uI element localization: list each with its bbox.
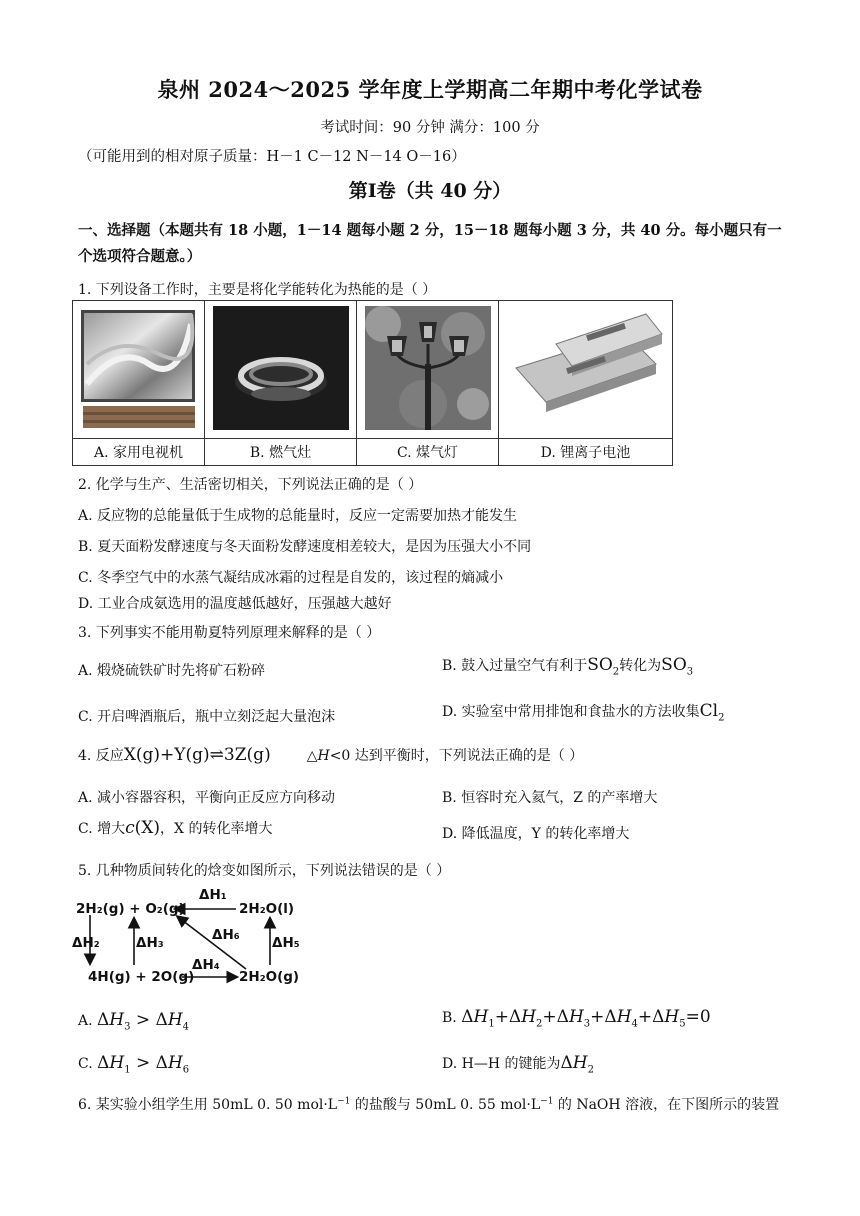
diagram-label-dh1: ΔH₁ bbox=[199, 887, 227, 903]
q4-equation: X(g)+Y(g)⇌3Z(g) bbox=[123, 745, 271, 765]
q4-enthalpy: △H<0 bbox=[306, 748, 355, 764]
q5-option-a bbox=[78, 1010, 189, 1032]
q3-option-b-text1: B. 鼓入过量空气有利于 bbox=[442, 658, 588, 674]
lamp-image-cell bbox=[357, 301, 499, 439]
q5-option-a-label: A. bbox=[78, 1013, 93, 1029]
q4-option-d: D. 降低温度，Y 的转化率增大 bbox=[442, 826, 630, 842]
q6-stem-c: 的 NaOH 溶液，在下图所示的装置 bbox=[557, 1097, 780, 1113]
q6-stem-b: 的盐酸与 50mL 0. 55 bbox=[354, 1097, 496, 1113]
exam-title: 泉州 2024～2025 学年度上学期高二年期中考化学试卷 bbox=[157, 77, 703, 102]
stove-image-cell bbox=[205, 301, 357, 439]
q1-options-table bbox=[72, 300, 673, 466]
q2-option-c: C. 冬季空气中的水蒸气凝结成冰霜的过程是自发的，该过程的熵减小 bbox=[78, 570, 504, 586]
enthalpy-cycle-diagram bbox=[74, 885, 302, 997]
battery-image bbox=[506, 304, 666, 432]
q5-option-c-label: C. bbox=[78, 1056, 93, 1072]
q3-option-d-text: D. 实验室中常用排饱和食盐水的方法收集 bbox=[442, 704, 700, 720]
diagram-node-reactants: 2H₂(g) + O₂(g) bbox=[76, 901, 185, 917]
stove-image bbox=[211, 304, 351, 432]
q1-option-c: C. 煤气灯 bbox=[357, 439, 499, 466]
q4-stem bbox=[78, 745, 583, 765]
q5-option-c-formula: $\Delta H_1 > \Delta H_6$ bbox=[97, 1053, 190, 1076]
q4-option-c-post: ，X 的转化率增大 bbox=[160, 821, 273, 837]
exam-info: 考试时间：90 分钟 满分：100 分 bbox=[320, 120, 540, 136]
section-title: 第Ⅰ卷（共 40 分） bbox=[348, 180, 512, 202]
diagram-label-dh4: ΔH₄ bbox=[192, 957, 220, 973]
diagram-node-water-gas: 2H₂O(g) bbox=[239, 969, 300, 985]
q3-option-c: C. 开启啤酒瓶后，瓶中立刻泛起大量泡沫 bbox=[78, 709, 336, 725]
q5-option-d bbox=[442, 1053, 594, 1075]
q1-option-b: B. 燃气灶 bbox=[205, 439, 357, 466]
q4-option-c-pre: C. 增大 bbox=[78, 821, 126, 837]
cx-expression: c(X) bbox=[125, 818, 161, 838]
diagram-label-dh5: ΔH₅ bbox=[272, 935, 300, 951]
diagram-node-atoms: 4H(g) + 2O(g) bbox=[88, 969, 195, 985]
q2-stem: 2. 化学与生产、生活密切相关，下列说法正确的是（ ） bbox=[78, 477, 423, 493]
lamp-image bbox=[363, 304, 493, 432]
q6-unit-2: $mol\cdot L^{-1}$ bbox=[500, 1096, 554, 1113]
q4-option-c bbox=[78, 818, 272, 838]
diagram-node-water-liquid: 2H₂O(l) bbox=[239, 901, 295, 917]
q3-option-a: A. 煅烧硫铁矿时先将矿石粉碎 bbox=[78, 663, 266, 679]
q6-stem bbox=[78, 1094, 779, 1114]
so2-formula: $SO_2$ bbox=[587, 655, 620, 678]
q5-option-a-formula: $\Delta H_3 > \Delta H_4$ bbox=[97, 1010, 190, 1033]
q5-option-d-text: D. H—H 的键能为 bbox=[442, 1056, 561, 1072]
q2-option-a: A. 反应物的总能量低于生成物的总能量时，反应一定需要加热才能发生 bbox=[78, 508, 518, 524]
q1-option-a: A. 家用电视机 bbox=[73, 439, 205, 466]
atomic-masses: （可能用到的相对原子质量：H－1 C－12 N－14 O－16） bbox=[78, 149, 466, 165]
q6-unit-1: $mol\cdot L^{-1}$ bbox=[297, 1096, 351, 1113]
tv-image-cell bbox=[73, 301, 205, 439]
q4-option-b: B. 恒容时充入氦气，Z 的产率增大 bbox=[442, 790, 658, 806]
diagram-label-dh3: ΔH₃ bbox=[136, 935, 164, 951]
q3-option-b bbox=[442, 655, 693, 677]
q4-stem-post: 达到平衡时，下列说法正确的是（ ） bbox=[354, 748, 584, 764]
q5-option-c bbox=[78, 1053, 189, 1075]
q5-option-b-formula: $\Delta H_1+\Delta H_2+\Delta H_3+\Delta H_4+\Delta H_5=0$ bbox=[461, 1007, 711, 1030]
q3-option-b-text2: 转化为 bbox=[619, 658, 662, 674]
diagram-label-dh2: ΔH₂ bbox=[72, 935, 100, 951]
so3-formula: $SO_3$ bbox=[661, 655, 694, 678]
q5-stem: 5. 几种物质间转化的焓变如图所示，下列说法错误的是（ ） bbox=[78, 863, 451, 879]
part-one-intro: 一、选择题（本题共有 18 小题，1－14 题每小题 2 分，15－18 题每小题 3 分，共 40 分。每小题只有一个选项符合题意。） bbox=[78, 222, 782, 265]
q5-option-d-formula: $\Delta H_2$ bbox=[560, 1053, 594, 1076]
q1-stem: 1. 下列设备工作时，主要是将化学能转化为热能的是（ ） bbox=[78, 282, 437, 298]
cl2-formula: $Cl_2$ bbox=[699, 701, 725, 724]
q6-stem-a: 6. 某实验小组学生用 50mL 0. 50 bbox=[78, 1097, 293, 1113]
q5-option-b-label: B. bbox=[442, 1010, 457, 1026]
q4-option-a: A. 减小容器容积，平衡向正反应方向移动 bbox=[78, 790, 336, 806]
q4-stem-pre: 4. 反应 bbox=[78, 748, 124, 764]
q3-option-d bbox=[442, 701, 724, 723]
q1-option-d: D. 锂离子电池 bbox=[499, 439, 673, 466]
q2-option-b: B. 夏天面粉发酵速度与冬天面粉发酵速度相差较大，是因为压强大小不同 bbox=[78, 539, 532, 555]
diagram-label-dh6: ΔH₆ bbox=[212, 927, 240, 943]
q2-option-d: D. 工业合成氨选用的温度越低越好，压强越大越好 bbox=[78, 596, 392, 612]
q3-stem: 3. 下列事实不能用勒夏特列原理来解释的是（ ） bbox=[78, 625, 381, 641]
tv-image bbox=[79, 304, 199, 432]
battery-image-cell bbox=[499, 301, 673, 439]
q5-option-b bbox=[442, 1007, 711, 1029]
